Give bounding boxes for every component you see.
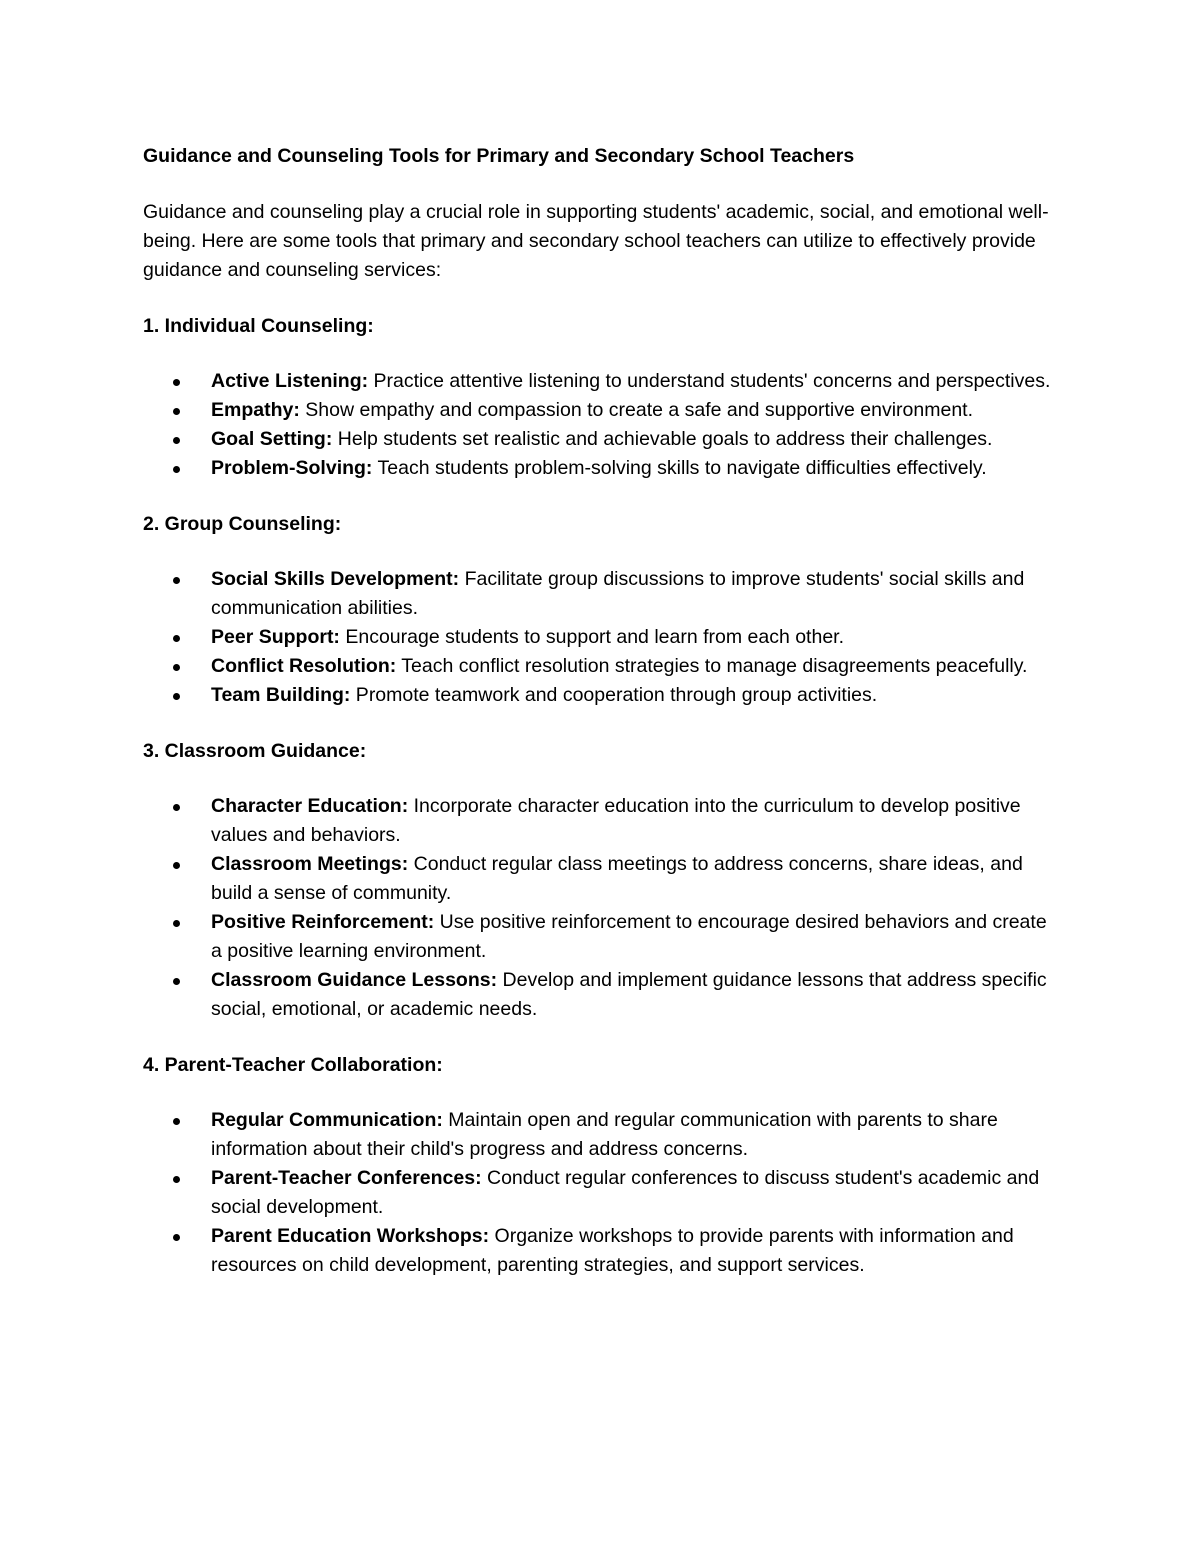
- item-term: Classroom Meetings:: [211, 853, 409, 875]
- item-term: Parent-Teacher Conferences:: [211, 1167, 482, 1189]
- list-item: [143, 966, 1058, 1024]
- list-item: [143, 396, 1058, 425]
- bullet-icon: [173, 379, 180, 386]
- list-item: [143, 1164, 1058, 1222]
- bullet-icon: [173, 664, 180, 671]
- intro-paragraph: Guidance and counseling play a crucial role in supporting students' academic, social, and emotional well-being. Here are some tools that primary and secondary school teachers can utilize to effectively provide guidance and counseling services:: [143, 201, 1049, 281]
- bullet-icon: [173, 1176, 180, 1183]
- item-term: Parent Education Workshops:: [211, 1225, 490, 1247]
- item-text: Organize workshops to provide parents with information and resources on child development, parenting strategies, and support services.: [211, 1225, 1014, 1276]
- bullet-icon: [173, 408, 180, 415]
- item-term: Positive Reinforcement:: [211, 911, 435, 933]
- bullet-icon: [173, 693, 180, 700]
- item-term: Peer Support:: [211, 626, 340, 648]
- item-text: Help students set realistic and achievable goals to address their challenges.: [332, 428, 993, 450]
- item-term: Regular Communication:: [211, 1109, 443, 1131]
- item-term: Conflict Resolution:: [211, 655, 397, 677]
- section-heading-group-counseling: 2. Group Counseling:: [143, 513, 342, 535]
- list-item: [143, 652, 1058, 681]
- bullet-list-parent-teacher-collaboration: [143, 1106, 1058, 1280]
- list-item: [143, 792, 1058, 850]
- item-term: Empathy:: [211, 399, 300, 421]
- list-item: [143, 681, 1058, 710]
- bullet-icon: [173, 1234, 180, 1241]
- section-heading-classroom-guidance: 3. Classroom Guidance:: [143, 740, 367, 762]
- bullet-icon: [173, 804, 180, 811]
- document-title: Guidance and Counseling Tools for Primary and Secondary School Teachers: [143, 145, 855, 167]
- item-term: Classroom Guidance Lessons:: [211, 969, 498, 991]
- list-item: [143, 565, 1058, 623]
- bullet-icon: [173, 466, 180, 473]
- item-text: Facilitate group discussions to improve students' social skills and communication abilities.: [211, 568, 1025, 619]
- item-text: Promote teamwork and cooperation through group activities.: [350, 684, 878, 706]
- item-term: Active Listening:: [211, 370, 369, 392]
- bullet-list-individual-counseling: [143, 367, 1058, 483]
- list-item: [143, 623, 1058, 652]
- list-item: [143, 454, 1058, 483]
- item-text: Incorporate character education into the curriculum to develop positive values and behaviors.: [211, 795, 1021, 846]
- item-text: Use positive reinforcement to encourage desired behaviors and create a positive learning environment.: [211, 911, 1047, 962]
- bullet-icon: [173, 1118, 180, 1125]
- item-text: Develop and implement guidance lessons that address specific social, emotional, or academic needs.: [211, 969, 1047, 1020]
- item-text: Encourage students to support and learn from each other.: [339, 626, 845, 648]
- list-item: [143, 908, 1058, 966]
- bullet-list-group-counseling: [143, 565, 1058, 710]
- item-text: Show empathy and compassion to create a safe and supportive environment.: [299, 399, 973, 421]
- document-page: [143, 141, 1058, 1306]
- bullet-list-classroom-guidance: [143, 792, 1058, 1024]
- bullet-icon: [173, 862, 180, 869]
- item-text: Practice attentive listening to understand students' concerns and perspectives.: [368, 370, 1051, 392]
- item-term: Team Building:: [211, 684, 351, 706]
- list-item: [143, 367, 1058, 396]
- item-term: Social Skills Development:: [211, 568, 460, 590]
- list-item: [143, 1106, 1058, 1164]
- bullet-icon: [173, 635, 180, 642]
- item-term: Character Education:: [211, 795, 409, 817]
- item-text: Maintain open and regular communication with parents to share information about their child's progress and address concerns.: [211, 1109, 998, 1160]
- bullet-icon: [173, 920, 180, 927]
- bullet-icon: [173, 978, 180, 985]
- list-item: [143, 850, 1058, 908]
- item-term: Goal Setting:: [211, 428, 333, 450]
- item-term: Problem-Solving:: [211, 457, 373, 479]
- item-text: Teach conflict resolution strategies to manage disagreements peacefully.: [396, 655, 1028, 677]
- list-item: [143, 1222, 1058, 1280]
- item-text: Conduct regular conferences to discuss student's academic and social development.: [211, 1167, 1040, 1218]
- list-item: [143, 425, 1058, 454]
- bullet-icon: [173, 577, 180, 584]
- item-text: Teach students problem-solving skills to navigate difficulties effectively.: [372, 457, 987, 479]
- section-heading-parent-teacher-collaboration: 4. Parent-Teacher Collaboration:: [143, 1054, 443, 1076]
- bullet-icon: [173, 437, 180, 444]
- item-text: Conduct regular class meetings to address concerns, share ideas, and build a sense of community.: [211, 853, 1023, 904]
- section-heading-individual-counseling: 1. Individual Counseling:: [143, 315, 374, 337]
